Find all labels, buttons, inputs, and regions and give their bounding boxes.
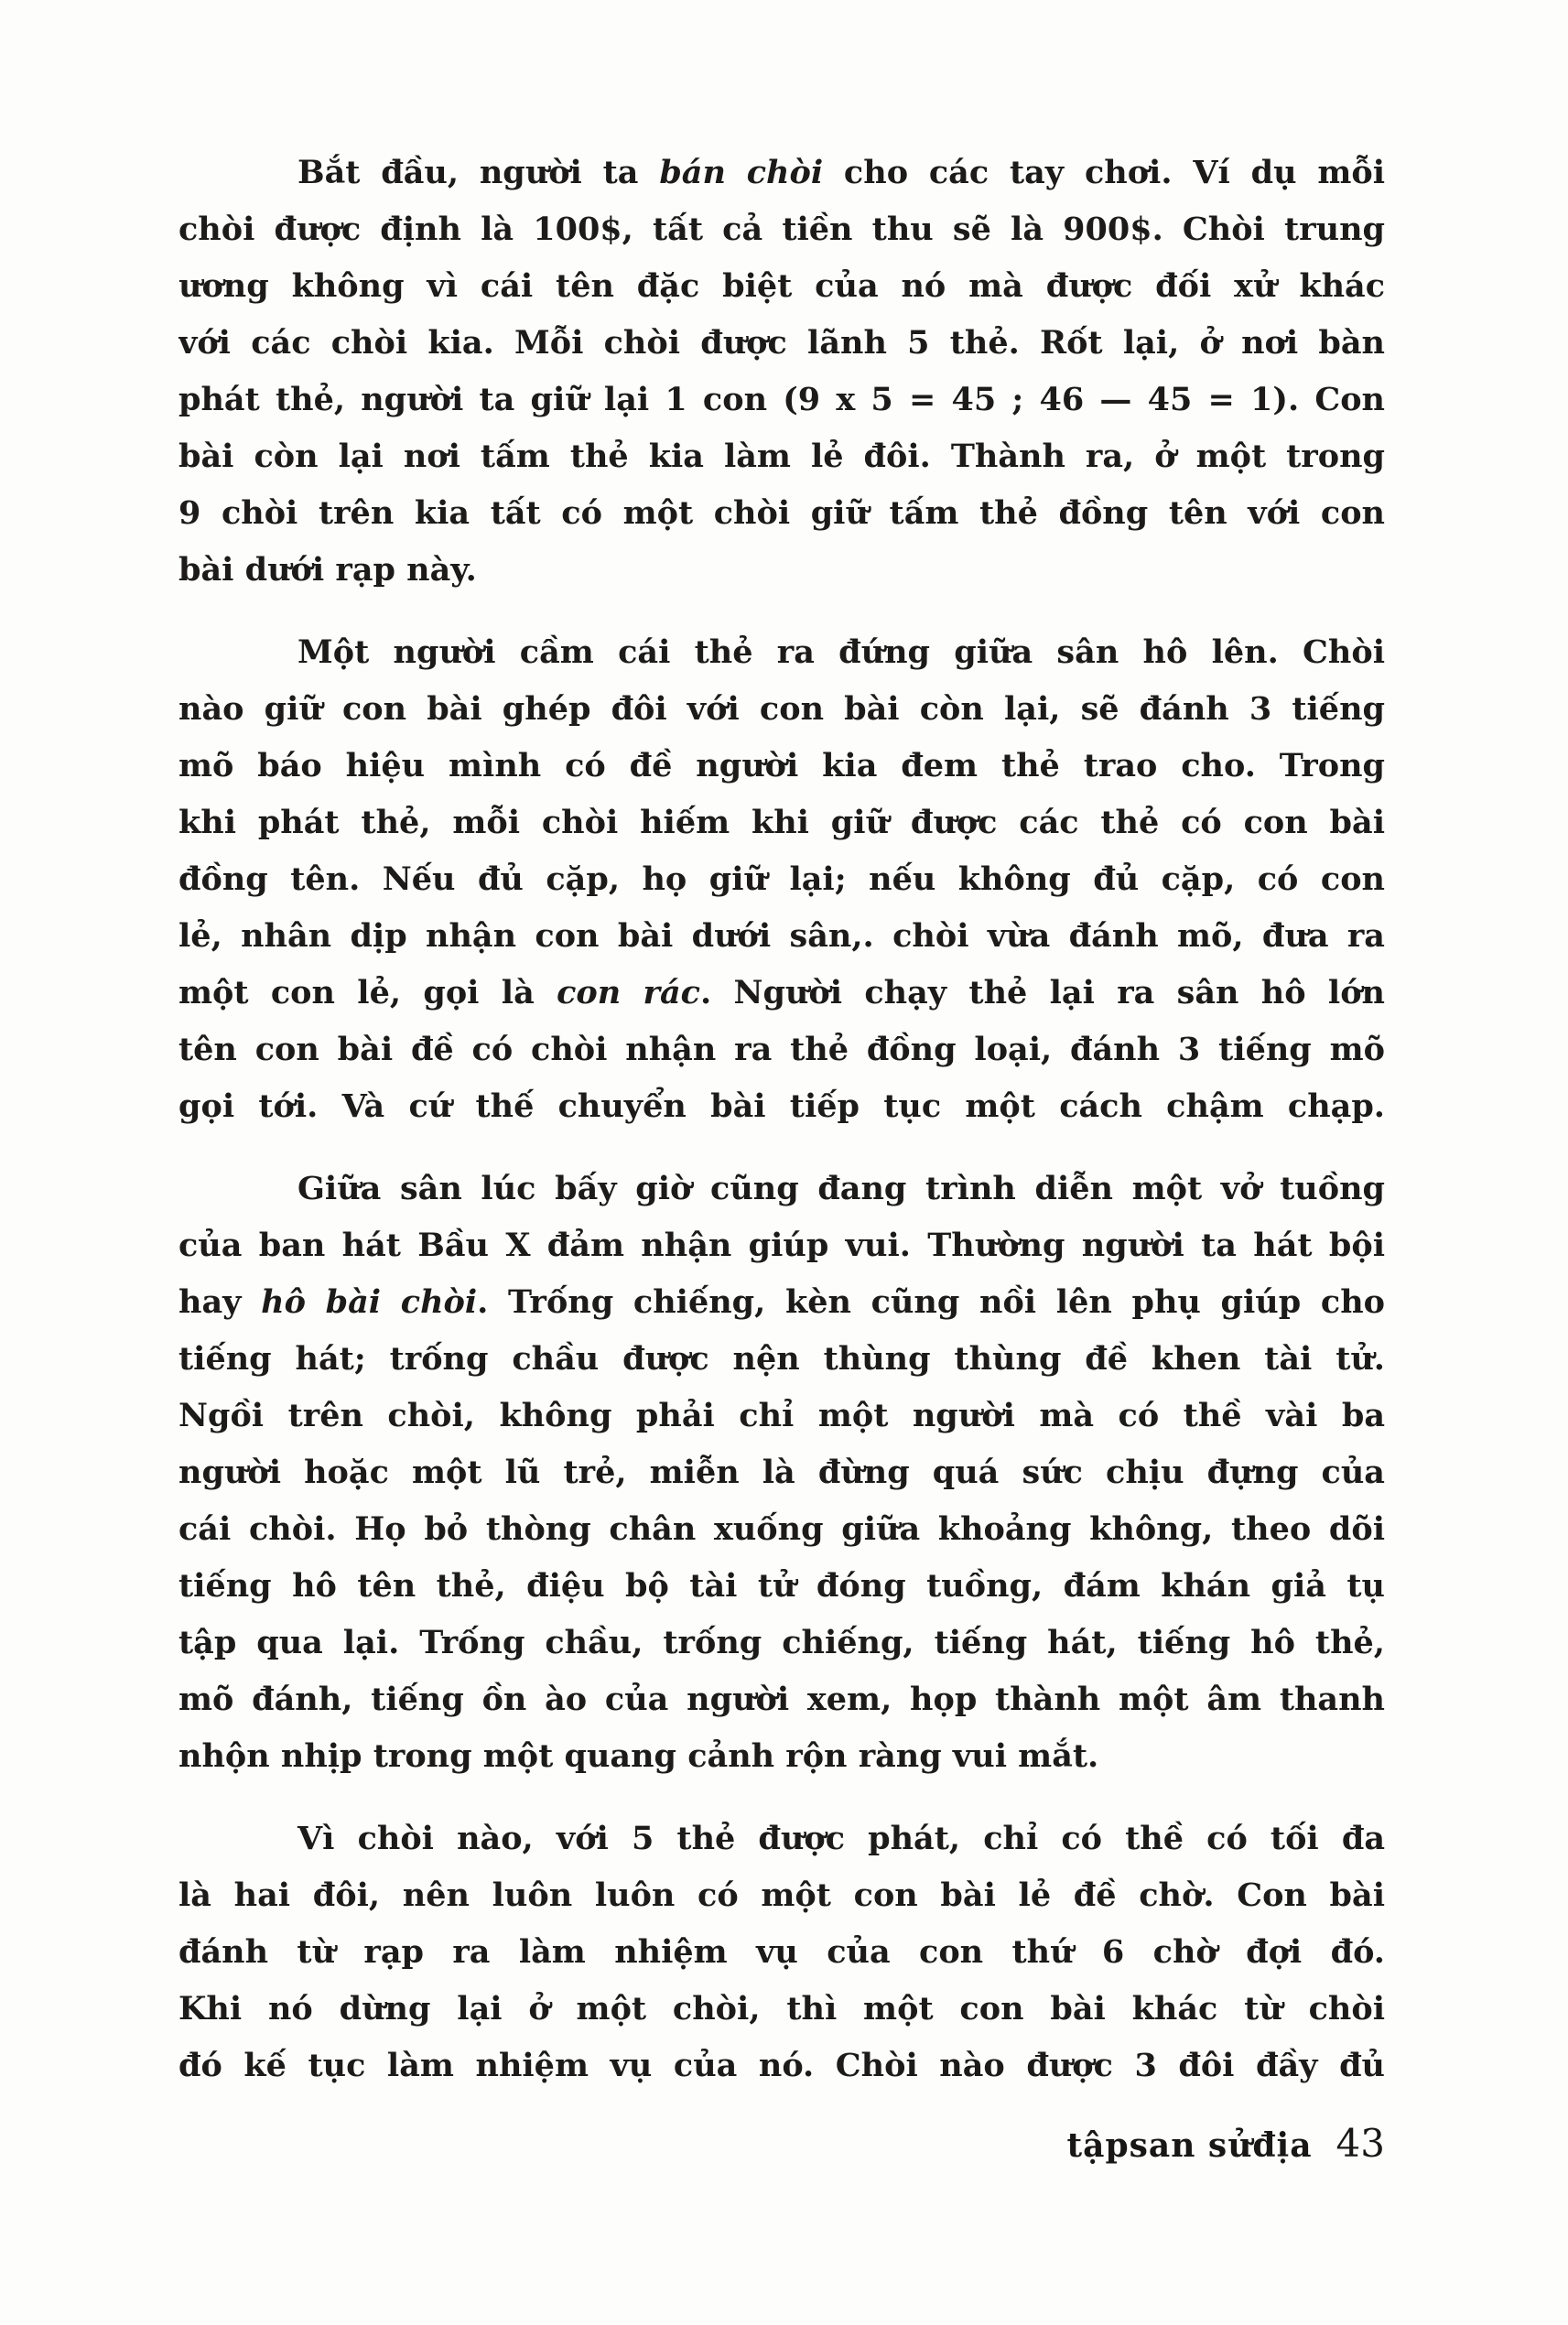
text-line xyxy=(178,258,1385,315)
text-line xyxy=(178,1615,1385,1671)
text-segment: gọi tới. Và cứ thế chuyển bài tiếp tục một cách chậm chạp. xyxy=(178,1087,1385,1125)
text-segment: nhộn nhịp trong một quang cảnh rộn ràng vui mắt. xyxy=(178,1737,1099,1775)
text-line xyxy=(178,1388,1385,1444)
text-segment: bài còn lại nơi tấm thẻ kia làm lẻ đôi. Thành ra, ở một trong xyxy=(178,438,1385,475)
text-line xyxy=(178,1981,1385,2038)
text-line xyxy=(178,851,1385,908)
text-segment: . Trống chiếng, kèn cũng nồi lên phụ giúp cho xyxy=(477,1283,1385,1321)
text-segment: nào giữ con bài ghép đôi với con bài còn lại, sẽ đánh 3 tiếng xyxy=(178,690,1385,728)
text-segment: đồng tên. Nếu đủ cặp, họ giữ lại; nếu không đủ cặp, có con xyxy=(178,860,1385,898)
page-footer xyxy=(178,2120,1385,2176)
text-segment: cái chòi. Họ bỏ thòng chân xuống giữa khoảng không, theo dõi xyxy=(178,1510,1385,1548)
text-line xyxy=(178,1867,1385,1924)
text-line xyxy=(178,738,1385,795)
italic-phrase: hô bài chòi xyxy=(261,1283,478,1321)
text-segment: Giữa sân lúc bấy giờ cũng đang trình diễn một vở tuồng xyxy=(297,1170,1385,1207)
paragraph xyxy=(178,624,1385,1135)
text-line xyxy=(178,1331,1385,1388)
text-segment: người hoặc một lũ trẻ, miễn là đừng quá sức chịu đựng của xyxy=(178,1454,1385,1491)
text-line xyxy=(178,681,1385,738)
text-segment: mõ đánh, tiếng ồn ào của người xem, họp thành một âm thanh xyxy=(178,1681,1385,1718)
text-line xyxy=(178,795,1385,851)
text-segment: Vì chòi nào, với 5 thẻ được phát, chỉ có thề có tối đa xyxy=(297,1820,1385,1857)
paragraph xyxy=(178,145,1385,599)
text-line xyxy=(178,1924,1385,1981)
text-segment: khi phát thẻ, mỗi chòi hiếm khi giữ được các thẻ có con bài xyxy=(178,804,1385,841)
text-segment: hay xyxy=(178,1283,262,1321)
text-segment: một con lẻ, gọi là xyxy=(178,974,557,1011)
text-line xyxy=(178,1161,1385,1217)
text-segment: Ngồi trên chòi, không phải chỉ một người mà có thề vài ba xyxy=(178,1397,1385,1434)
text-line xyxy=(178,1728,1385,1785)
text-line xyxy=(178,1217,1385,1274)
text-line xyxy=(178,1501,1385,1558)
text-segment: của ban hát Bầu X đảm nhận giúp vui. Thường người ta hát bội xyxy=(178,1227,1385,1264)
text-segment: tập qua lại. Trống chầu, trống chiếng, tiếng hát, tiếng hô thẻ, xyxy=(178,1624,1385,1661)
text-line xyxy=(178,1274,1385,1331)
text-line xyxy=(178,145,1385,201)
text-line xyxy=(178,2038,1385,2094)
text-line xyxy=(178,1022,1385,1078)
body-paragraphs xyxy=(178,145,1385,2094)
text-segment: Khi nó dừng lại ở một chòi, thì một con bài khác từ chòi xyxy=(178,1990,1385,2028)
page-number: 43 xyxy=(1336,2121,1385,2166)
text-segment: lẻ, nhân dịp nhận con bài dưới sân,. chòi vừa đánh mõ, đưa ra xyxy=(178,917,1385,955)
text-line xyxy=(178,1444,1385,1501)
text-line xyxy=(178,624,1385,681)
text-segment: chòi được định là 100$, tất cả tiền thu sẽ là 900$. Chòi trung xyxy=(178,211,1385,248)
text-segment: tên con bài đề có chòi nhận ra thẻ đồng loại, đánh 3 tiếng mõ xyxy=(178,1031,1385,1068)
text-line xyxy=(178,542,1385,599)
text-segment: Một người cầm cái thẻ ra đứng giữa sân hô lên. Chòi xyxy=(297,633,1385,671)
text-line xyxy=(178,372,1385,428)
text-segment: ương không vì cái tên đặc biệt của nó mà được đối xử khác xyxy=(178,267,1385,305)
italic-phrase: con rác xyxy=(557,974,700,1011)
italic-phrase: bán chòi xyxy=(659,154,824,191)
text-segment: Bắt đầu, người ta xyxy=(297,154,660,191)
text-line xyxy=(178,428,1385,485)
text-segment: bài dưới rạp này. xyxy=(178,551,477,589)
text-segment: phát thẻ, người ta giữ lại 1 con (9 x 5 = 45 ; 46 — 45 = 1). Con xyxy=(178,381,1385,418)
text-segment: mõ báo hiệu mình có đề người kia đem thẻ trao cho. Trong xyxy=(178,747,1385,784)
text-segment: cho các tay chơi. Ví dụ mỗi xyxy=(823,154,1385,191)
text-line xyxy=(178,908,1385,965)
text-line xyxy=(178,1811,1385,1867)
text-segment: đánh từ rạp ra làm nhiệm vụ của con thứ 6 chờ đợi đó. xyxy=(178,1933,1385,1971)
text-segment: với các chòi kia. Mỗi chòi được lãnh 5 thẻ. Rốt lại, ở nơi bàn xyxy=(178,324,1385,362)
text-segment: . Người chạy thẻ lại ra sân hô lớn xyxy=(699,974,1385,1011)
text-segment: tiếng hô tên thẻ, điệu bộ tài tử đóng tuồng, đám khán giả tụ xyxy=(178,1567,1385,1605)
text-line xyxy=(178,1558,1385,1615)
text-line xyxy=(178,315,1385,372)
text-line xyxy=(178,1078,1385,1135)
text-line xyxy=(178,965,1385,1022)
text-segment: là hai đôi, nên luôn luôn có một con bài lẻ đề chờ. Con bài xyxy=(178,1876,1385,1914)
text-segment: 9 chòi trên kia tất có một chòi giữ tấm thẻ đồng tên với con xyxy=(178,494,1385,532)
text-line xyxy=(178,1671,1385,1728)
journal-name: tậpsan sửđịa xyxy=(1066,2126,1313,2165)
paragraph xyxy=(178,1811,1385,2094)
paragraph xyxy=(178,1161,1385,1785)
text-segment: đó kế tục làm nhiệm vụ của nó. Chòi nào được 3 đôi đầy đủ xyxy=(178,2047,1385,2084)
text-line xyxy=(178,201,1385,258)
text-segment: tiếng hát; trống chầu được nện thùng thùng đề khen tài tử. xyxy=(178,1340,1385,1378)
text-line xyxy=(178,485,1385,542)
text-block xyxy=(178,145,1385,2176)
